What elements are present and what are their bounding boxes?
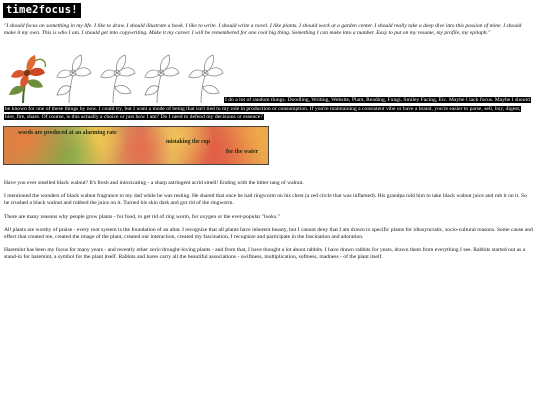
banner-phrase: mistaking the cup xyxy=(166,139,211,145)
article-paragraph: Haremint has been my focus for many years - and recently other xeric/drought-loving plants - and from that, I have thought a lot about rabbits. I have drawn rabbits for years, drawn them from everything I see. Rabbits started out as a stand-in for haremint, a symbol for the plant itself. Rabbits and hares carry all the beautiful associations - swiftness, multiplication, softness, madness - of the plant itself. xyxy=(4,247,526,261)
banner-phrase: for the water xyxy=(226,149,259,155)
site-title[interactable]: time2focus! xyxy=(3,3,81,18)
gradient-banner xyxy=(3,126,269,165)
focus-statement-text: I do a lot of random things. Doodling, Writing, Website, Plant, Reading, Fungi, Smiley Facing, Etc. Maybe I lack focus. Maybe I should be known for one of these things by now. I could try, but I want a mode of being that isn't tied to my role in production or consumption. If you're maintaining a consistent vibe or have a brand, you're easier to parse, sell, buy, digest, hire, fire, share. Of course, is this actually a choice or just how I am? Do I need to defend my decisions or essence? xyxy=(5,97,530,121)
banner-phrase: words are produced at an alarming rate xyxy=(18,130,117,136)
article-paragraph: All plants are worthy of praise - every root system is the foundation of an altar. I recognize that all plants have inherent beauty, but I cannot deny that I am drawn to specific plants for idiosyncratic, socio-cultural reasons. Some cause and effect that created me, created the image of the plant, created our interaction, created my fascination, I recognize and participate in the fascination and adoration. xyxy=(4,226,533,241)
article-paragraph: There are many reasons why people grow plants - for food, to get rid of ring worm, for oxygen or the ever-popular "looks." xyxy=(4,213,280,220)
article-paragraph: Have you ever smelled black walnut? It's fresh and intoxicating - a sharp astringent acrid smell! Ending with the bitter tang of walnut. xyxy=(4,180,304,186)
article-paragraph: I mentioned the wonders of black walnut fragrance to my dad while he was resting. He shared that once he had ringworm on his chest (a red circle that was inflamed). His grandpa told him to take black walnut juice and rub it on it. So he crushed a black walnut and rubbed the juice on it. Turned his skin dark and got rid of the ringworm. xyxy=(4,193,527,207)
intro-quote: "I should focus on something in my life. I like to draw. I should illustrate a book. I like to write. I should write a novel. I like plants. I should work at a garden center. I should really take a deep dive into this passion of mine. I should make it my own. This is who I am. I should get into copywriting. Make it my career. I will be remembered for one cool big thing. Something I can make into a number. Easy to put on my resume, my profile, my epitaph." xyxy=(4,23,522,37)
focus-statement xyxy=(4,96,530,122)
article-body xyxy=(4,180,533,268)
